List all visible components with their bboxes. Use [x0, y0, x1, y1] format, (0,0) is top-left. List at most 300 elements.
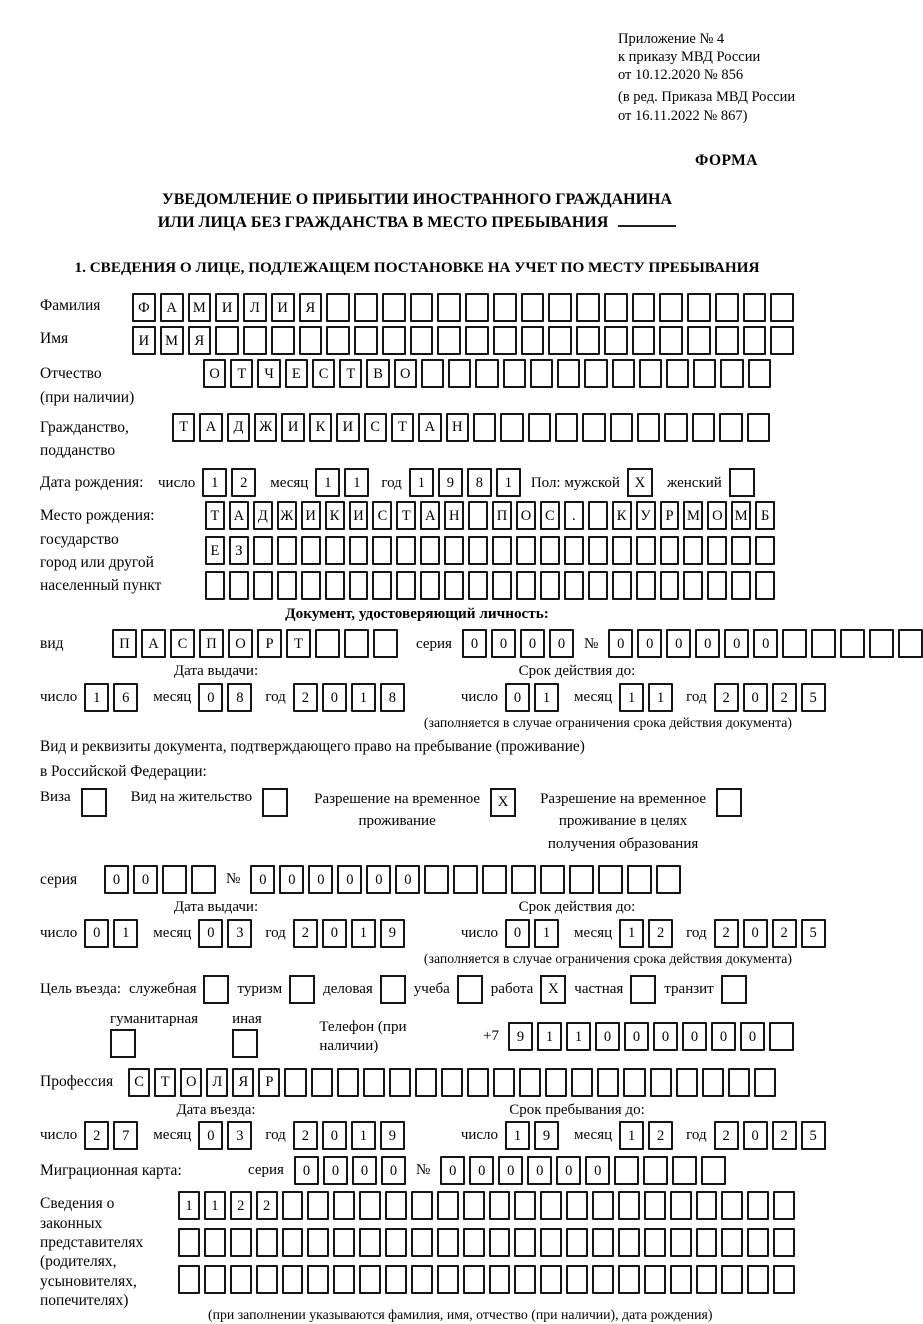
- char-box[interactable]: [511, 865, 536, 894]
- char-box[interactable]: К: [325, 501, 345, 530]
- char-box[interactable]: О: [180, 1068, 202, 1097]
- char-box[interactable]: 2: [84, 1121, 109, 1150]
- char-box[interactable]: Е: [285, 359, 308, 388]
- char-box[interactable]: [315, 629, 340, 658]
- char-box[interactable]: 0: [682, 1022, 707, 1051]
- char-box[interactable]: [530, 359, 553, 388]
- char-box[interactable]: 2: [714, 919, 739, 948]
- char-box[interactable]: [421, 359, 444, 388]
- char-box[interactable]: [299, 326, 323, 355]
- char-box[interactable]: [755, 571, 775, 600]
- char-box[interactable]: [420, 571, 440, 600]
- char-box[interactable]: [385, 1228, 407, 1257]
- char-box[interactable]: [420, 536, 440, 565]
- char-box[interactable]: 1: [178, 1191, 200, 1220]
- char-box[interactable]: 0: [549, 629, 574, 658]
- char-box[interactable]: Д: [227, 413, 250, 442]
- char-box[interactable]: 0: [624, 1022, 649, 1051]
- char-box[interactable]: [566, 1265, 588, 1294]
- char-box[interactable]: 1: [534, 919, 559, 948]
- char-box[interactable]: 0: [104, 865, 129, 894]
- char-box[interactable]: 2: [772, 919, 797, 948]
- char-box[interactable]: 8: [227, 683, 252, 712]
- char-box[interactable]: [465, 326, 489, 355]
- char-box[interactable]: [557, 359, 580, 388]
- char-box[interactable]: [683, 571, 703, 600]
- char-box[interactable]: 1: [351, 919, 376, 948]
- char-box[interactable]: 1: [619, 919, 644, 948]
- char-box[interactable]: [747, 1265, 769, 1294]
- char-box[interactable]: 2: [231, 468, 256, 497]
- char-box[interactable]: [618, 1191, 640, 1220]
- char-box[interactable]: [359, 1191, 381, 1220]
- char-box[interactable]: З: [229, 536, 249, 565]
- char-box[interactable]: [465, 293, 489, 322]
- char-box[interactable]: 0: [556, 1156, 581, 1185]
- char-box[interactable]: [411, 1265, 433, 1294]
- char-box[interactable]: И: [349, 501, 369, 530]
- char-box[interactable]: [770, 293, 794, 322]
- char-box[interactable]: [205, 571, 225, 600]
- char-box[interactable]: С: [364, 413, 387, 442]
- char-box[interactable]: [540, 1265, 562, 1294]
- char-box[interactable]: Ж: [277, 501, 297, 530]
- char-box[interactable]: 5: [801, 683, 826, 712]
- char-box[interactable]: [696, 1228, 718, 1257]
- char-box[interactable]: 6: [113, 683, 138, 712]
- char-box[interactable]: 1: [315, 468, 340, 497]
- char-box[interactable]: [468, 501, 488, 530]
- char-box[interactable]: [659, 293, 683, 322]
- char-box[interactable]: Я: [299, 293, 323, 322]
- char-box[interactable]: 0: [527, 1156, 552, 1185]
- char-box[interactable]: [555, 413, 578, 442]
- char-box[interactable]: [773, 1228, 795, 1257]
- char-box[interactable]: [639, 359, 662, 388]
- char-box[interactable]: [514, 1228, 536, 1257]
- char-box[interactable]: [769, 1022, 794, 1051]
- char-box[interactable]: [363, 1068, 385, 1097]
- char-box[interactable]: [731, 536, 751, 565]
- char-box[interactable]: И: [281, 413, 304, 442]
- char-box[interactable]: [489, 1265, 511, 1294]
- char-box[interactable]: 1: [84, 683, 109, 712]
- char-box[interactable]: И: [301, 501, 321, 530]
- char-box[interactable]: [256, 1265, 278, 1294]
- char-box[interactable]: С: [128, 1068, 150, 1097]
- char-box[interactable]: [301, 536, 321, 565]
- char-box[interactable]: [482, 865, 507, 894]
- char-box[interactable]: 0: [595, 1022, 620, 1051]
- char-box[interactable]: [463, 1265, 485, 1294]
- char-box[interactable]: 0: [323, 1156, 348, 1185]
- char-box[interactable]: [811, 629, 836, 658]
- purpose-tourism-checkbox[interactable]: [289, 975, 315, 1004]
- char-box[interactable]: [782, 629, 807, 658]
- char-box[interactable]: Т: [396, 501, 416, 530]
- char-box[interactable]: 1: [113, 919, 138, 948]
- char-box[interactable]: [191, 865, 216, 894]
- char-box[interactable]: 0: [724, 629, 749, 658]
- char-box[interactable]: И: [215, 293, 239, 322]
- char-box[interactable]: [229, 571, 249, 600]
- char-box[interactable]: К: [612, 501, 632, 530]
- char-box[interactable]: [307, 1191, 329, 1220]
- char-box[interactable]: [582, 413, 605, 442]
- char-box[interactable]: [576, 326, 600, 355]
- char-box[interactable]: 5: [801, 919, 826, 948]
- char-box[interactable]: 0: [637, 629, 662, 658]
- char-box[interactable]: [540, 1191, 562, 1220]
- char-box[interactable]: [743, 293, 767, 322]
- char-box[interactable]: П: [112, 629, 137, 658]
- char-box[interactable]: 8: [467, 468, 492, 497]
- purpose-study-checkbox[interactable]: [457, 975, 483, 1004]
- char-box[interactable]: [396, 571, 416, 600]
- char-box[interactable]: [693, 359, 716, 388]
- char-box[interactable]: [514, 1191, 536, 1220]
- char-box[interactable]: [519, 1068, 541, 1097]
- char-box[interactable]: 0: [711, 1022, 736, 1051]
- char-box[interactable]: [612, 571, 632, 600]
- char-box[interactable]: 1: [202, 468, 227, 497]
- char-box[interactable]: 1: [619, 1121, 644, 1150]
- char-box[interactable]: [636, 571, 656, 600]
- char-box[interactable]: [545, 1068, 567, 1097]
- char-box[interactable]: [670, 1228, 692, 1257]
- char-box[interactable]: [307, 1265, 329, 1294]
- char-box[interactable]: [660, 536, 680, 565]
- char-box[interactable]: 0: [462, 629, 487, 658]
- char-box[interactable]: [415, 1068, 437, 1097]
- char-box[interactable]: [333, 1265, 355, 1294]
- char-box[interactable]: Ж: [254, 413, 277, 442]
- char-box[interactable]: [271, 326, 295, 355]
- char-box[interactable]: [687, 326, 711, 355]
- char-box[interactable]: [672, 1156, 697, 1185]
- rvp-education-checkbox[interactable]: [716, 788, 742, 817]
- char-box[interactable]: [773, 1191, 795, 1220]
- char-box[interactable]: 0: [133, 865, 158, 894]
- char-box[interactable]: [385, 1265, 407, 1294]
- char-box[interactable]: 0: [498, 1156, 523, 1185]
- char-box[interactable]: А: [160, 293, 184, 322]
- char-box[interactable]: О: [203, 359, 226, 388]
- char-box[interactable]: [715, 326, 739, 355]
- char-box[interactable]: Т: [205, 501, 225, 530]
- char-box[interactable]: Т: [339, 359, 362, 388]
- char-box[interactable]: [670, 1265, 692, 1294]
- char-box[interactable]: П: [492, 501, 512, 530]
- char-box[interactable]: [396, 536, 416, 565]
- char-box[interactable]: [277, 536, 297, 565]
- char-box[interactable]: [489, 1191, 511, 1220]
- char-box[interactable]: 1: [351, 683, 376, 712]
- char-box[interactable]: Ф: [132, 293, 156, 322]
- char-box[interactable]: [372, 536, 392, 565]
- char-box[interactable]: А: [420, 501, 440, 530]
- char-box[interactable]: [548, 293, 572, 322]
- char-box[interactable]: 5: [801, 1121, 826, 1150]
- char-box[interactable]: 0: [279, 865, 304, 894]
- char-box[interactable]: [747, 1191, 769, 1220]
- char-box[interactable]: [840, 629, 865, 658]
- char-box[interactable]: [493, 293, 517, 322]
- char-box[interactable]: [612, 359, 635, 388]
- char-box[interactable]: [311, 1068, 333, 1097]
- purpose-transit-checkbox[interactable]: [721, 975, 747, 1004]
- char-box[interactable]: 2: [772, 683, 797, 712]
- char-box[interactable]: [437, 293, 461, 322]
- char-box[interactable]: [707, 571, 727, 600]
- purpose-other-checkbox[interactable]: [232, 1029, 258, 1058]
- char-box[interactable]: [500, 413, 523, 442]
- char-box[interactable]: [463, 1191, 485, 1220]
- char-box[interactable]: 9: [380, 1121, 405, 1150]
- char-box[interactable]: [444, 571, 464, 600]
- char-box[interactable]: М: [683, 501, 703, 530]
- char-box[interactable]: [514, 1265, 536, 1294]
- char-box[interactable]: И: [132, 326, 156, 355]
- char-box[interactable]: [493, 326, 517, 355]
- char-box[interactable]: 0: [743, 683, 768, 712]
- char-box[interactable]: И: [271, 293, 295, 322]
- char-box[interactable]: [473, 413, 496, 442]
- char-box[interactable]: [643, 1156, 668, 1185]
- char-box[interactable]: 1: [496, 468, 521, 497]
- char-box[interactable]: [644, 1228, 666, 1257]
- char-box[interactable]: [747, 413, 770, 442]
- char-box[interactable]: [326, 293, 350, 322]
- char-box[interactable]: 2: [256, 1191, 278, 1220]
- sex-male-checkbox[interactable]: X: [627, 468, 653, 497]
- char-box[interactable]: Т: [391, 413, 414, 442]
- char-box[interactable]: [566, 1191, 588, 1220]
- char-box[interactable]: [411, 1228, 433, 1257]
- char-box[interactable]: [162, 865, 187, 894]
- char-box[interactable]: 0: [198, 919, 223, 948]
- char-box[interactable]: У: [636, 501, 656, 530]
- char-box[interactable]: Л: [206, 1068, 228, 1097]
- char-box[interactable]: [696, 1191, 718, 1220]
- char-box[interactable]: 1: [537, 1022, 562, 1051]
- char-box[interactable]: 0: [440, 1156, 465, 1185]
- char-box[interactable]: [656, 865, 681, 894]
- char-box[interactable]: Т: [172, 413, 195, 442]
- char-box[interactable]: [354, 326, 378, 355]
- char-box[interactable]: С: [372, 501, 392, 530]
- char-box[interactable]: 0: [84, 919, 109, 948]
- char-box[interactable]: 0: [381, 1156, 406, 1185]
- char-box[interactable]: [747, 1228, 769, 1257]
- rvp-checkbox[interactable]: X: [490, 788, 516, 817]
- char-box[interactable]: 1: [566, 1022, 591, 1051]
- char-box[interactable]: [178, 1228, 200, 1257]
- char-box[interactable]: [748, 359, 771, 388]
- char-box[interactable]: [453, 865, 478, 894]
- char-box[interactable]: [325, 536, 345, 565]
- char-box[interactable]: А: [229, 501, 249, 530]
- char-box[interactable]: [389, 1068, 411, 1097]
- char-box[interactable]: [571, 1068, 593, 1097]
- char-box[interactable]: [282, 1228, 304, 1257]
- char-box[interactable]: [528, 413, 551, 442]
- char-box[interactable]: [592, 1191, 614, 1220]
- char-box[interactable]: 0: [366, 865, 391, 894]
- char-box[interactable]: 3: [227, 919, 252, 948]
- char-box[interactable]: [588, 536, 608, 565]
- char-box[interactable]: [702, 1068, 724, 1097]
- char-box[interactable]: 7: [113, 1121, 138, 1150]
- char-box[interactable]: 0: [666, 629, 691, 658]
- char-box[interactable]: [437, 326, 461, 355]
- char-box[interactable]: [243, 326, 267, 355]
- char-box[interactable]: 1: [505, 1121, 530, 1150]
- char-box[interactable]: А: [199, 413, 222, 442]
- char-box[interactable]: 9: [508, 1022, 533, 1051]
- char-box[interactable]: Р: [660, 501, 680, 530]
- char-box[interactable]: Р: [257, 629, 282, 658]
- char-box[interactable]: [731, 571, 751, 600]
- char-box[interactable]: [325, 571, 345, 600]
- char-box[interactable]: [644, 1265, 666, 1294]
- char-box[interactable]: [516, 571, 536, 600]
- char-box[interactable]: [230, 1265, 252, 1294]
- char-box[interactable]: [869, 629, 894, 658]
- char-box[interactable]: 9: [438, 468, 463, 497]
- char-box[interactable]: Т: [154, 1068, 176, 1097]
- char-box[interactable]: С: [170, 629, 195, 658]
- char-box[interactable]: [540, 536, 560, 565]
- char-box[interactable]: [687, 293, 711, 322]
- char-box[interactable]: [564, 536, 584, 565]
- char-box[interactable]: 9: [380, 919, 405, 948]
- char-box[interactable]: 2: [293, 1121, 318, 1150]
- char-box[interactable]: К: [309, 413, 332, 442]
- char-box[interactable]: [475, 359, 498, 388]
- purpose-official-checkbox[interactable]: [203, 975, 229, 1004]
- char-box[interactable]: [719, 413, 742, 442]
- char-box[interactable]: [492, 571, 512, 600]
- char-box[interactable]: Д: [253, 501, 273, 530]
- char-box[interactable]: 0: [695, 629, 720, 658]
- char-box[interactable]: Б: [755, 501, 775, 530]
- char-box[interactable]: В: [366, 359, 389, 388]
- char-box[interactable]: [253, 536, 273, 565]
- char-box[interactable]: [604, 326, 628, 355]
- char-box[interactable]: [721, 1265, 743, 1294]
- char-box[interactable]: [548, 326, 572, 355]
- char-box[interactable]: А: [418, 413, 441, 442]
- char-box[interactable]: [468, 571, 488, 600]
- char-box[interactable]: [256, 1228, 278, 1257]
- char-box[interactable]: [359, 1265, 381, 1294]
- char-box[interactable]: [344, 629, 369, 658]
- char-box[interactable]: 1: [534, 683, 559, 712]
- char-box[interactable]: 2: [293, 683, 318, 712]
- char-box[interactable]: [540, 865, 565, 894]
- char-box[interactable]: [441, 1068, 463, 1097]
- char-box[interactable]: [637, 413, 660, 442]
- char-box[interactable]: 0: [743, 919, 768, 948]
- char-box[interactable]: [721, 1228, 743, 1257]
- char-box[interactable]: [516, 536, 536, 565]
- char-box[interactable]: [492, 536, 512, 565]
- char-box[interactable]: [773, 1265, 795, 1294]
- char-box[interactable]: [521, 326, 545, 355]
- char-box[interactable]: Е: [205, 536, 225, 565]
- char-box[interactable]: М: [188, 293, 212, 322]
- char-box[interactable]: М: [160, 326, 184, 355]
- char-box[interactable]: [650, 1068, 672, 1097]
- char-box[interactable]: [584, 359, 607, 388]
- char-box[interactable]: [743, 326, 767, 355]
- char-box[interactable]: [670, 1191, 692, 1220]
- char-box[interactable]: [598, 865, 623, 894]
- char-box[interactable]: Н: [444, 501, 464, 530]
- char-box[interactable]: 0: [337, 865, 362, 894]
- char-box[interactable]: [588, 501, 608, 530]
- char-box[interactable]: [349, 536, 369, 565]
- char-box[interactable]: [410, 293, 434, 322]
- char-box[interactable]: [467, 1068, 489, 1097]
- char-box[interactable]: 0: [322, 683, 347, 712]
- char-box[interactable]: [696, 1265, 718, 1294]
- char-box[interactable]: 1: [351, 1121, 376, 1150]
- char-box[interactable]: [644, 1191, 666, 1220]
- char-box[interactable]: [411, 1191, 433, 1220]
- char-box[interactable]: [326, 326, 350, 355]
- char-box[interactable]: О: [228, 629, 253, 658]
- char-box[interactable]: 1: [619, 683, 644, 712]
- char-box[interactable]: [715, 293, 739, 322]
- char-box[interactable]: 0: [743, 1121, 768, 1150]
- char-box[interactable]: [623, 1068, 645, 1097]
- char-box[interactable]: 0: [294, 1156, 319, 1185]
- char-box[interactable]: [282, 1265, 304, 1294]
- char-box[interactable]: 1: [648, 683, 673, 712]
- char-box[interactable]: [468, 536, 488, 565]
- char-box[interactable]: 2: [714, 683, 739, 712]
- char-box[interactable]: 2: [772, 1121, 797, 1150]
- char-box[interactable]: С: [540, 501, 560, 530]
- char-box[interactable]: [354, 293, 378, 322]
- char-box[interactable]: [692, 413, 715, 442]
- char-box[interactable]: [437, 1265, 459, 1294]
- char-box[interactable]: О: [707, 501, 727, 530]
- char-box[interactable]: 0: [505, 919, 530, 948]
- char-box[interactable]: [282, 1191, 304, 1220]
- char-box[interactable]: [604, 293, 628, 322]
- char-box[interactable]: [382, 326, 406, 355]
- purpose-humanitarian-checkbox[interactable]: [110, 1029, 136, 1058]
- char-box[interactable]: [333, 1191, 355, 1220]
- char-box[interactable]: [614, 1156, 639, 1185]
- char-box[interactable]: 9: [534, 1121, 559, 1150]
- char-box[interactable]: [728, 1068, 750, 1097]
- char-box[interactable]: [307, 1228, 329, 1257]
- char-box[interactable]: П: [199, 629, 224, 658]
- char-box[interactable]: [898, 629, 923, 658]
- char-box[interactable]: [253, 571, 273, 600]
- char-box[interactable]: [204, 1265, 226, 1294]
- char-box[interactable]: 0: [322, 919, 347, 948]
- char-box[interactable]: [215, 326, 239, 355]
- char-box[interactable]: [359, 1228, 381, 1257]
- char-box[interactable]: [592, 1228, 614, 1257]
- char-box[interactable]: [463, 1228, 485, 1257]
- char-box[interactable]: 0: [753, 629, 778, 658]
